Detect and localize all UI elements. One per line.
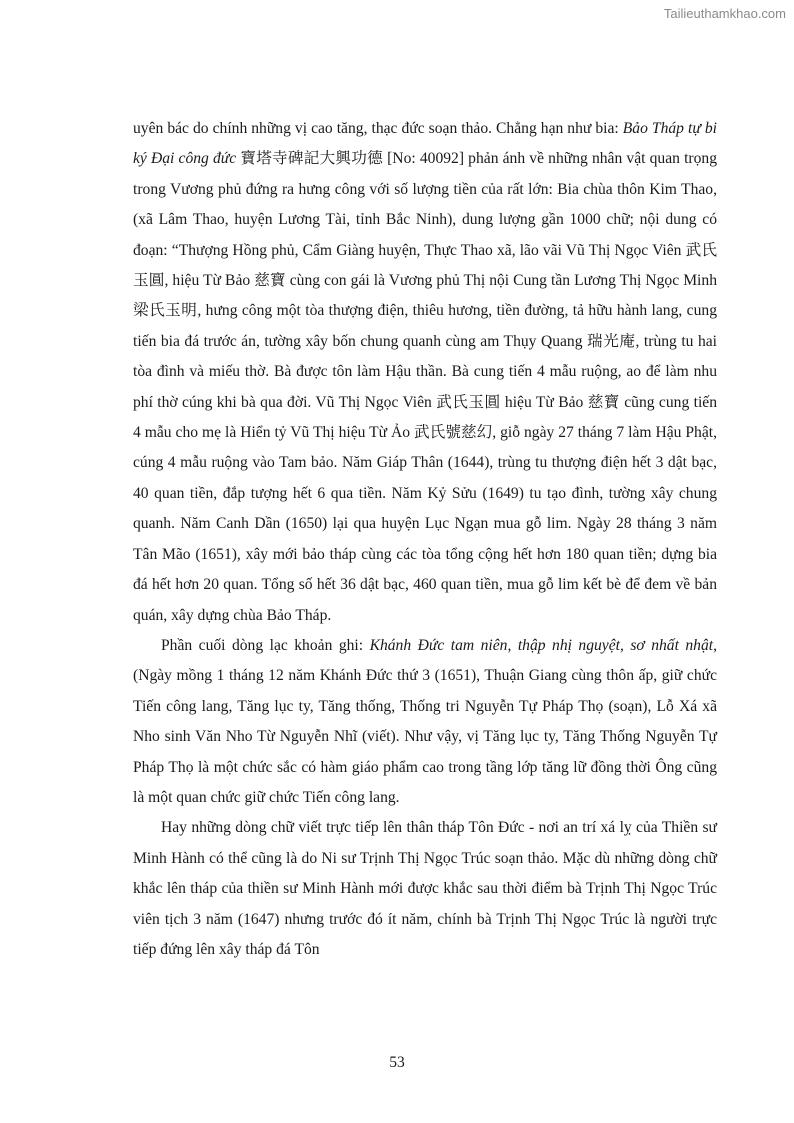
paragraph-2: Phần cuối dòng lạc khoản ghi: Khánh Đức tam niên, thập nhị nguyệt, sơ nhất nhật, (Ngày mồng 1 tháng 12 năm Khánh Đức thứ 3 (1651), Thuận Giang cùng thôn ấp, giữ chức Tiến công lang, Tăng lục ty, Tăng thống, Thống tri Nguyễn Tự Pháp Thọ (soạn), Lỗ Xá xã Nho sinh Văn Nho Từ Nguyễn Nhĩ (viết). Như vậy, vị Tăng lục ty, Tăng Thống Nguyễn Tự Pháp Thọ là một chức sắc có hàm giáo phẩm cao trong tầng lớp tăng lữ đồng thời Ông cũng là một quan chức giữ chức Tiến công lang. [133, 636, 718, 806]
body-text [133, 114, 717, 965]
paragraph-3: Hay những dòng chữ viết trực tiếp lên thân tháp Tôn Đức - nơi an trí xá lỵ của Thiền sư Minh Hành có thể cũng là do Ni sư Trịnh Thị Ngọc Trúc soạn thảo. Mặc dù những dòng chữ khắc lên tháp của thiền sư Minh Hành mới được khắc sau thời điểm bà Trịnh Thị Ngọc Trúc viên tịch 3 năm (1647) nhưng trước đó ít năm, chính bà Trịnh Thị Ngọc Trúc là người trực tiếp đứng lên xây tháp đá Tôn [133, 819, 717, 958]
watermark: Tailieuthamkhao.com [663, 6, 786, 21]
page-number: 53 [389, 1054, 405, 1071]
paragraph-1: uyên bác do chính những vị cao tăng, thạc đức soạn thảo. Chẳng hạn như bia: Bảo Tháp tự bi ký Đại công đức 寶塔寺碑記大興功德 [No: 40092] phản ánh về những nhân vật quan trọng trong Vương phủ đứng ra hưng công với số lượng tiền của rất lớn: Bia chùa thôn Kim Thao, (xã Lâm Thao, huyện Lương Tài, tỉnh Bắc Ninh), dung lượng gần 1000 chữ; nội dung có đoạn: “Thượng Hồng phủ, Cẩm Giàng huyện, Thực Thao xã, lão vãi Vũ Thị Ngọc Viên 武氏玉圓, hiệu Từ Bảo 慈寶 cùng con gái là Vương phủ Thị nội Cung tần Lương Thị Ngọc Minh 梁氏玉明, hưng công một tòa thượng điện, thiêu hương, tiền đường, tả hữu hành lang, cung tiến bia đá trước án, tường xây bốn chung quanh cùng am Thụy Quang 瑞光庵, trùng tu hai tòa đình và miếu thờ. Bà được tôn làm Hậu thần. Bà cung tiến 4 mẫu ruộng, ao để làm nhu phí thờ cúng khi bà qua đời. Vũ Thị Ngọc Viên 武氏玉圓 hiệu Từ Bảo 慈寶 cũng cung tiến 4 mẫu cho mẹ là Hiển tỷ Vũ Thị hiệu Từ Ảo 武氏號慈幻, giỗ ngày 27 tháng 7 làm Hậu Phật, cúng 4 mẫu ruộng vào Tam bảo. Năm Giáp Thân (1644), trùng tu thượng điện hết 3 dật bạc, 40 quan tiền, đắp tượng hết 6 qua tiền. Năm Kỷ Sửu (1649) tu tạo đình, tường xây chung quanh. Năm Canh Dần (1650) lại qua huyện Lục Ngạn mua gỗ lim. Ngày 28 tháng 3 năm Tân Mão (1651), xây mới bảo tháp cùng các tòa tổng cộng hết hơn 180 quan tiền; dựng bia đá hết hơn 20 quan. Tổng số hết 36 dật bạc, 460 quan tiền, mua gỗ lim kết bè để đem về bản quán, xây dựng chùa Bảo Tháp. [133, 120, 717, 624]
